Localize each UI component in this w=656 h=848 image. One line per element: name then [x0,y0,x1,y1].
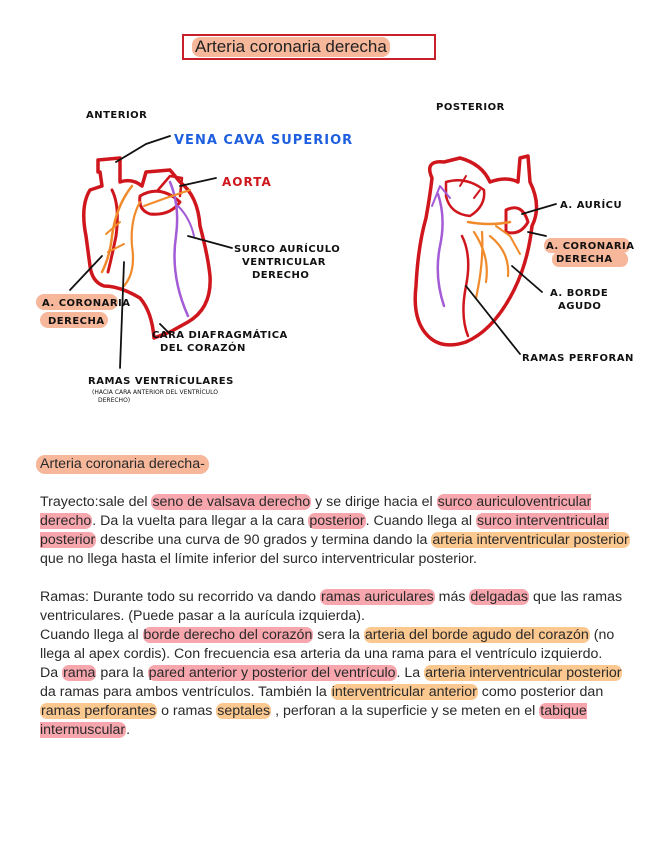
highlight: surco auriculoventricular derecho [40,494,592,529]
text: sera la [313,627,364,643]
text: da ramas para ambos ventrículos. También la [40,684,331,700]
page-title-text: Arteria coronaria derecha [192,37,390,57]
borde-label-2: AGUDO [558,301,602,312]
ramas-note-2: DERECHO) [98,397,131,404]
posterior-heart-drawing [415,156,556,354]
heart-diagram [20,86,640,416]
posterior-coronaria-label-2: DERECHA [556,254,613,265]
cara-label-2: DEL CORAZÓN [160,343,246,354]
notes-subheading: Arteria coronaria derecha- [36,455,209,474]
surco-label-2: VENTRICULAR [242,257,326,268]
highlight: interventricular anterior [331,684,477,700]
highlight: borde derecho del corazón [143,627,313,643]
highlight: rama [63,665,96,681]
text: que no llega hasta el límite inferior del surco interventricular posterior. [40,551,477,567]
surco-label-1: SURCO AURÍCULO [234,244,341,255]
highlight: pared anterior y posterior del ventrículo [148,665,396,681]
text: . Cuando llega al [365,513,477,529]
highlight: ramas auriculares [320,589,434,605]
text: más [434,589,470,605]
ramas-note-1: (HACIA CARA ANTERIOR DEL VENTRÍCULO [92,389,218,396]
highlight: ramas perforantes [41,703,157,719]
highlight: surco interventricular posterior [40,513,609,548]
paragraph-borde [40,626,630,664]
anterior-coronaria-label-1: A. CORONARIA [42,298,131,309]
text: Trayecto:sale del [40,494,152,510]
text: . Da la vuelta para llegar a la cara [92,513,309,529]
highlight: arteria interventricular posterior [432,532,629,548]
text: . [126,722,131,738]
text: Da [40,665,63,681]
aorta-label: AORTA [222,175,272,189]
text: para la [96,665,148,681]
highlight: delgadas [470,589,529,605]
text: Ramas: Durante todo su recorrido va dando [40,589,320,605]
ramas-ventriculares-label: RAMAS VENTRÍCULARES [88,376,234,387]
paragraph-ramas [40,588,630,626]
anterior-coronaria-label-2: DERECHA [48,316,105,327]
text: como posterior dan [477,684,604,700]
highlight: seno de valsava derecho [152,494,311,510]
text: . La [396,665,425,681]
borde-label-1: A. BORDE [550,288,609,299]
notes [40,455,630,740]
posterior-coronaria-label-1: A. CORONARIA [546,241,635,252]
text: describe una curva de 90 grados y termina dando la [96,532,432,548]
anterior-label: ANTERIOR [86,110,148,121]
highlight: arteria interventricular posterior [425,665,622,681]
posterior-label: POSTERIOR [436,102,505,113]
highlight: posterior [309,513,365,529]
highlight: tabique intermuscular [40,703,587,738]
highlight: septales [217,703,271,719]
text: que las ramas ventriculares. (Puede pasar a la aurícula izquierda). [40,589,623,624]
text: (no llega al apex cordis). Con frecuencia esa arteria da una rama para el ventrículo izquierdo. [40,627,615,662]
text: Cuando llega al [40,627,143,643]
text: , perforan a la superficie y se meten en el [271,703,540,719]
page-title [182,34,436,60]
paragraph-trayecto [40,493,630,569]
surco-label-3: DERECHO [252,270,310,281]
heart-illustration [20,86,640,416]
vena-cava-label: VENA CAVA SUPERIOR [174,133,354,148]
perforantes-label: RAMAS PERFORAN [522,353,634,364]
auricula-label: A. AURÍCU [560,200,623,211]
paragraph-rama [40,664,630,740]
text: y se dirige hacia el [311,494,437,510]
cara-label-1: CARA DIAFRAGMÁTICA [152,330,288,341]
text: o ramas [157,703,217,719]
highlight: arteria del borde agudo del corazón [364,627,589,643]
